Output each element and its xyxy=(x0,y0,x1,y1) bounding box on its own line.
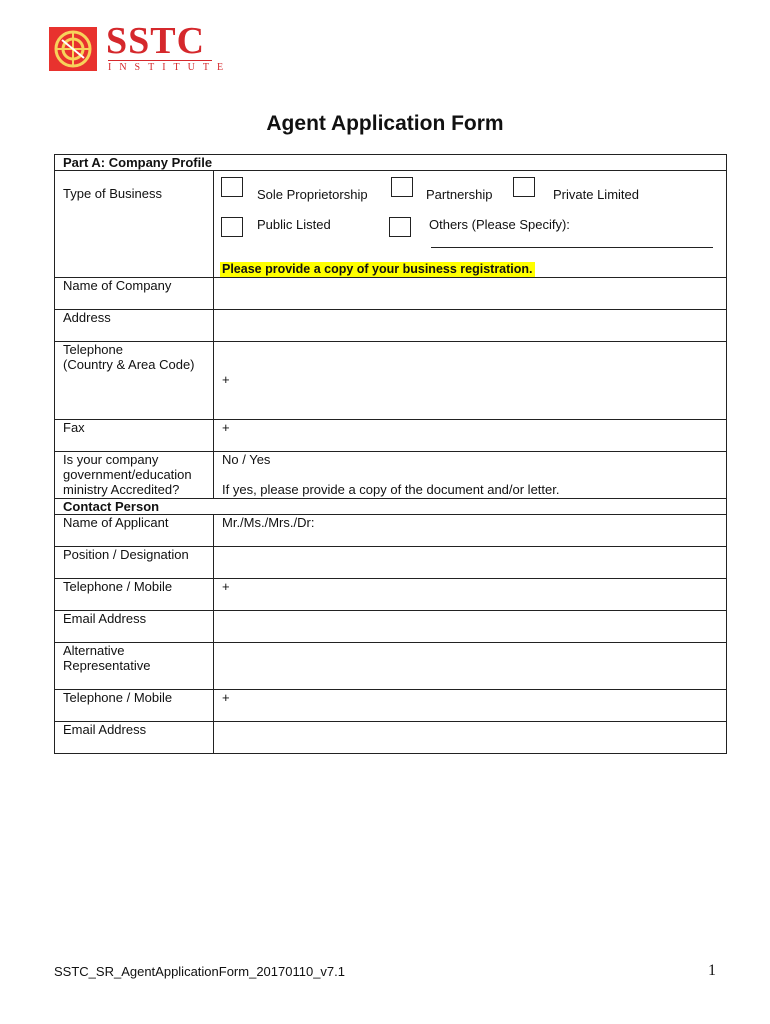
field-label: Email Address xyxy=(55,611,214,643)
fax-row xyxy=(55,420,727,452)
alt-telephone-mobile-row xyxy=(55,690,727,722)
section-company-profile xyxy=(55,155,727,171)
telephone-row xyxy=(55,342,727,420)
field-label: Telephone / Mobile xyxy=(55,690,214,722)
sstc-emblem-icon xyxy=(48,26,98,72)
field-label: Email Address xyxy=(55,722,214,754)
applicant-name-field[interactable]: Mr./Ms./Mrs./Dr: xyxy=(214,515,727,547)
checkbox-sole-proprietorship[interactable] xyxy=(221,177,243,197)
business-registration-note: Please provide a copy of your business registration. xyxy=(222,262,533,276)
alternative-representative-row xyxy=(55,643,727,690)
section-heading: Contact Person xyxy=(55,499,727,515)
type-of-business-label: Type of Business xyxy=(55,171,214,278)
alt-telephone-mobile-field[interactable]: + xyxy=(214,690,727,722)
field-label: Is your company government/education ministry Accredited? xyxy=(55,452,214,499)
field-label: Telephone / Mobile xyxy=(55,579,214,611)
type-of-business-row xyxy=(55,171,727,278)
others-specify-field[interactable] xyxy=(431,247,713,248)
option-label: Public Listed xyxy=(257,217,331,232)
company-name-row xyxy=(55,278,727,310)
accreditation-field[interactable] xyxy=(214,452,727,499)
alt-email-row xyxy=(55,722,727,754)
sstc-logo xyxy=(48,20,232,74)
field-label: Telephone (Country & Area Code) xyxy=(55,342,214,420)
page-number: 1 xyxy=(708,962,716,979)
checkbox-partnership[interactable] xyxy=(391,177,413,197)
application-form-table xyxy=(54,154,727,754)
address-field[interactable] xyxy=(214,310,727,342)
option-label: Others (Please Specify): xyxy=(429,217,570,232)
field-label: Alternative Representative xyxy=(55,643,214,690)
logo-subtext: INSTITUTE xyxy=(108,62,232,73)
type-of-business-options xyxy=(214,171,727,278)
accreditation-choice[interactable]: No / Yes xyxy=(222,452,271,467)
applicant-name-row xyxy=(55,515,727,547)
checkbox-others[interactable] xyxy=(389,217,411,237)
email-row xyxy=(55,611,727,643)
field-label: Address xyxy=(55,310,214,342)
alt-email-field[interactable] xyxy=(214,722,727,754)
field-label: Fax xyxy=(55,420,214,452)
field-label: Name of Company xyxy=(55,278,214,310)
company-name-field[interactable] xyxy=(214,278,727,310)
telephone-mobile-field[interactable]: + xyxy=(214,579,727,611)
telephone-mobile-row xyxy=(55,579,727,611)
fax-field[interactable]: + xyxy=(214,420,727,452)
email-field[interactable] xyxy=(214,611,727,643)
checkbox-private-limited[interactable] xyxy=(513,177,535,197)
alternative-representative-field[interactable] xyxy=(214,643,727,690)
page-title: Agent Application Form xyxy=(266,112,504,135)
document-id: SSTC_SR_AgentApplicationForm_20170110_v7.1 xyxy=(54,964,345,979)
position-field[interactable] xyxy=(214,547,727,579)
address-row xyxy=(55,310,727,342)
field-label: Position / Designation xyxy=(55,547,214,579)
logo-wordmark: SSTC xyxy=(106,20,206,62)
accreditation-note: If yes, please provide a copy of the document and/or letter. xyxy=(222,482,560,497)
telephone-field[interactable]: + xyxy=(214,342,727,420)
option-label: Private Limited xyxy=(553,187,639,202)
option-label: Partnership xyxy=(426,187,493,202)
field-label: Name of Applicant xyxy=(55,515,214,547)
position-row xyxy=(55,547,727,579)
accreditation-row xyxy=(55,452,727,499)
checkbox-public-listed[interactable] xyxy=(221,217,243,237)
option-label: Sole Proprietorship xyxy=(257,187,368,202)
section-contact-person xyxy=(55,499,727,515)
section-heading: Part A: Company Profile xyxy=(55,155,727,171)
